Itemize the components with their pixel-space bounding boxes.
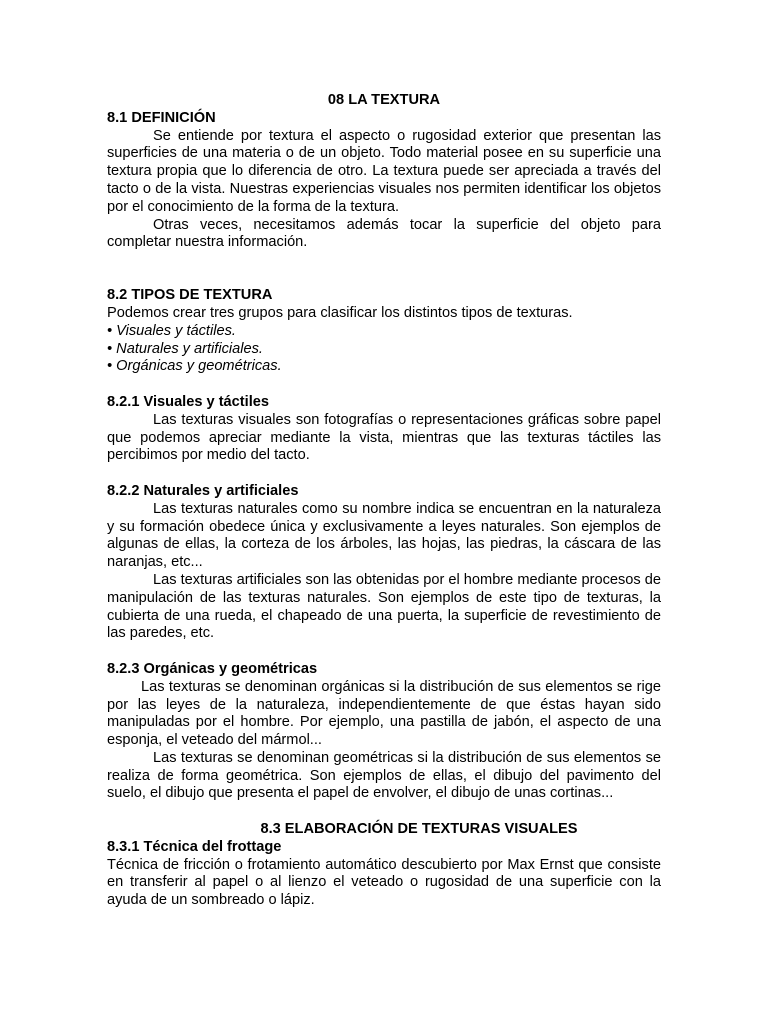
section-8-2-intro: Podemos crear tres grupos para clasificar los distintos tipos de texturas. [107,304,573,321]
list-item: • Visuales y táctiles. [107,322,236,339]
spacer [107,803,661,821]
section-8-2-1-heading: 8.2.1 Visuales y táctiles [107,393,269,410]
section-8-2-2-paragraph-2: Las texturas artificiales son las obtenidas por el hombre mediante procesos de manipulación de las texturas naturales. Son ejemplos de este tipo de texturas, la cubierta de una rueda, el chapeado de una puerta, la superficie de revestimiento de las paredes, etc. [107,571,661,642]
section-8-2-heading: 8.2 TIPOS DE TEXTURA [107,287,273,304]
section-8-3-heading: 8.3 ELABORACIÓN DE TEXTURAS VISUALES [260,821,578,838]
document-title: 08 LA TEXTURA [327,92,441,108]
list-item: • Orgánicas y geométricas. [107,358,282,375]
spacer [107,376,661,394]
spacer [107,465,661,483]
section-8-2-2-heading: 8.2.2 Naturales y artificiales [107,482,299,499]
section-8-2-3-paragraph-1: Las texturas se denominan orgánicas si la distribución de sus elementos se rige por las leyes de la naturaleza, independientemente de que éstas hayan sido manipuladas por el hombre. Por ejemplo, una pastilla de jabón, el aspecto de una esponja, el veteado del mármol... [107,678,661,749]
list-item: • Naturales y artificiales. [107,340,263,357]
section-8-2-2-paragraph-1: Las texturas naturales como su nombre indica se encuentran en la naturaleza y su formación obedece única y exclusivamente a leyes naturales. Son ejemplos de algunas de ellas, la corteza de los árboles, las hojas, las piedras, la cáscara de las naranjas, etc... [107,500,661,571]
section-8-1-paragraph-2: Otras veces, necesitamos además tocar la superficie del objeto para completar nuestra información. [107,216,661,251]
section-8-3-1-paragraph-1: Técnica de fricción o frotamiento automático descubierto por Max Ernst que consiste en transferir al papel o al lienzo el veteado o rugosidad de una superficie con la ayuda de un sombreado o lápiz. [107,856,661,909]
section-8-1-heading: 8.1 DEFINICIÓN [107,109,216,126]
section-8-2-3-heading: 8.2.3 Orgánicas y geométricas [107,660,318,677]
spacer [107,252,661,287]
spacer [107,643,661,661]
document-page [107,92,661,910]
section-8-1-paragraph-1: Se entiende por textura el aspecto o rugosidad exterior que presentan las superficies de una materia o de un objeto. Todo material posee en su superficie una textura propia que lo diferencia de otro. La textura puede ser apreciada a través del tacto o de la vista. Nuestras experiencias visuales nos permiten identificar los objetos por el conocimiento de la forma de la textura. [107,127,661,215]
section-8-2-3-paragraph-2: Las texturas se denominan geométricas si la distribución de sus elementos se realiza de forma geométrica. Son ejemplos de ellas, el dibujo del pavimento del suelo, el dibujo que presenta el papel de envolver, el dibujo de unas cortinas... [107,749,661,802]
section-8-2-1-paragraph-1: Las texturas visuales son fotografías o representaciones gráficas sobre papel que podemos apreciar mediante la vista, mientras que las texturas táctiles las percibimos por medio del tacto. [107,411,661,464]
section-8-3-1-heading: 8.3.1 Técnica del frottage [107,838,282,855]
